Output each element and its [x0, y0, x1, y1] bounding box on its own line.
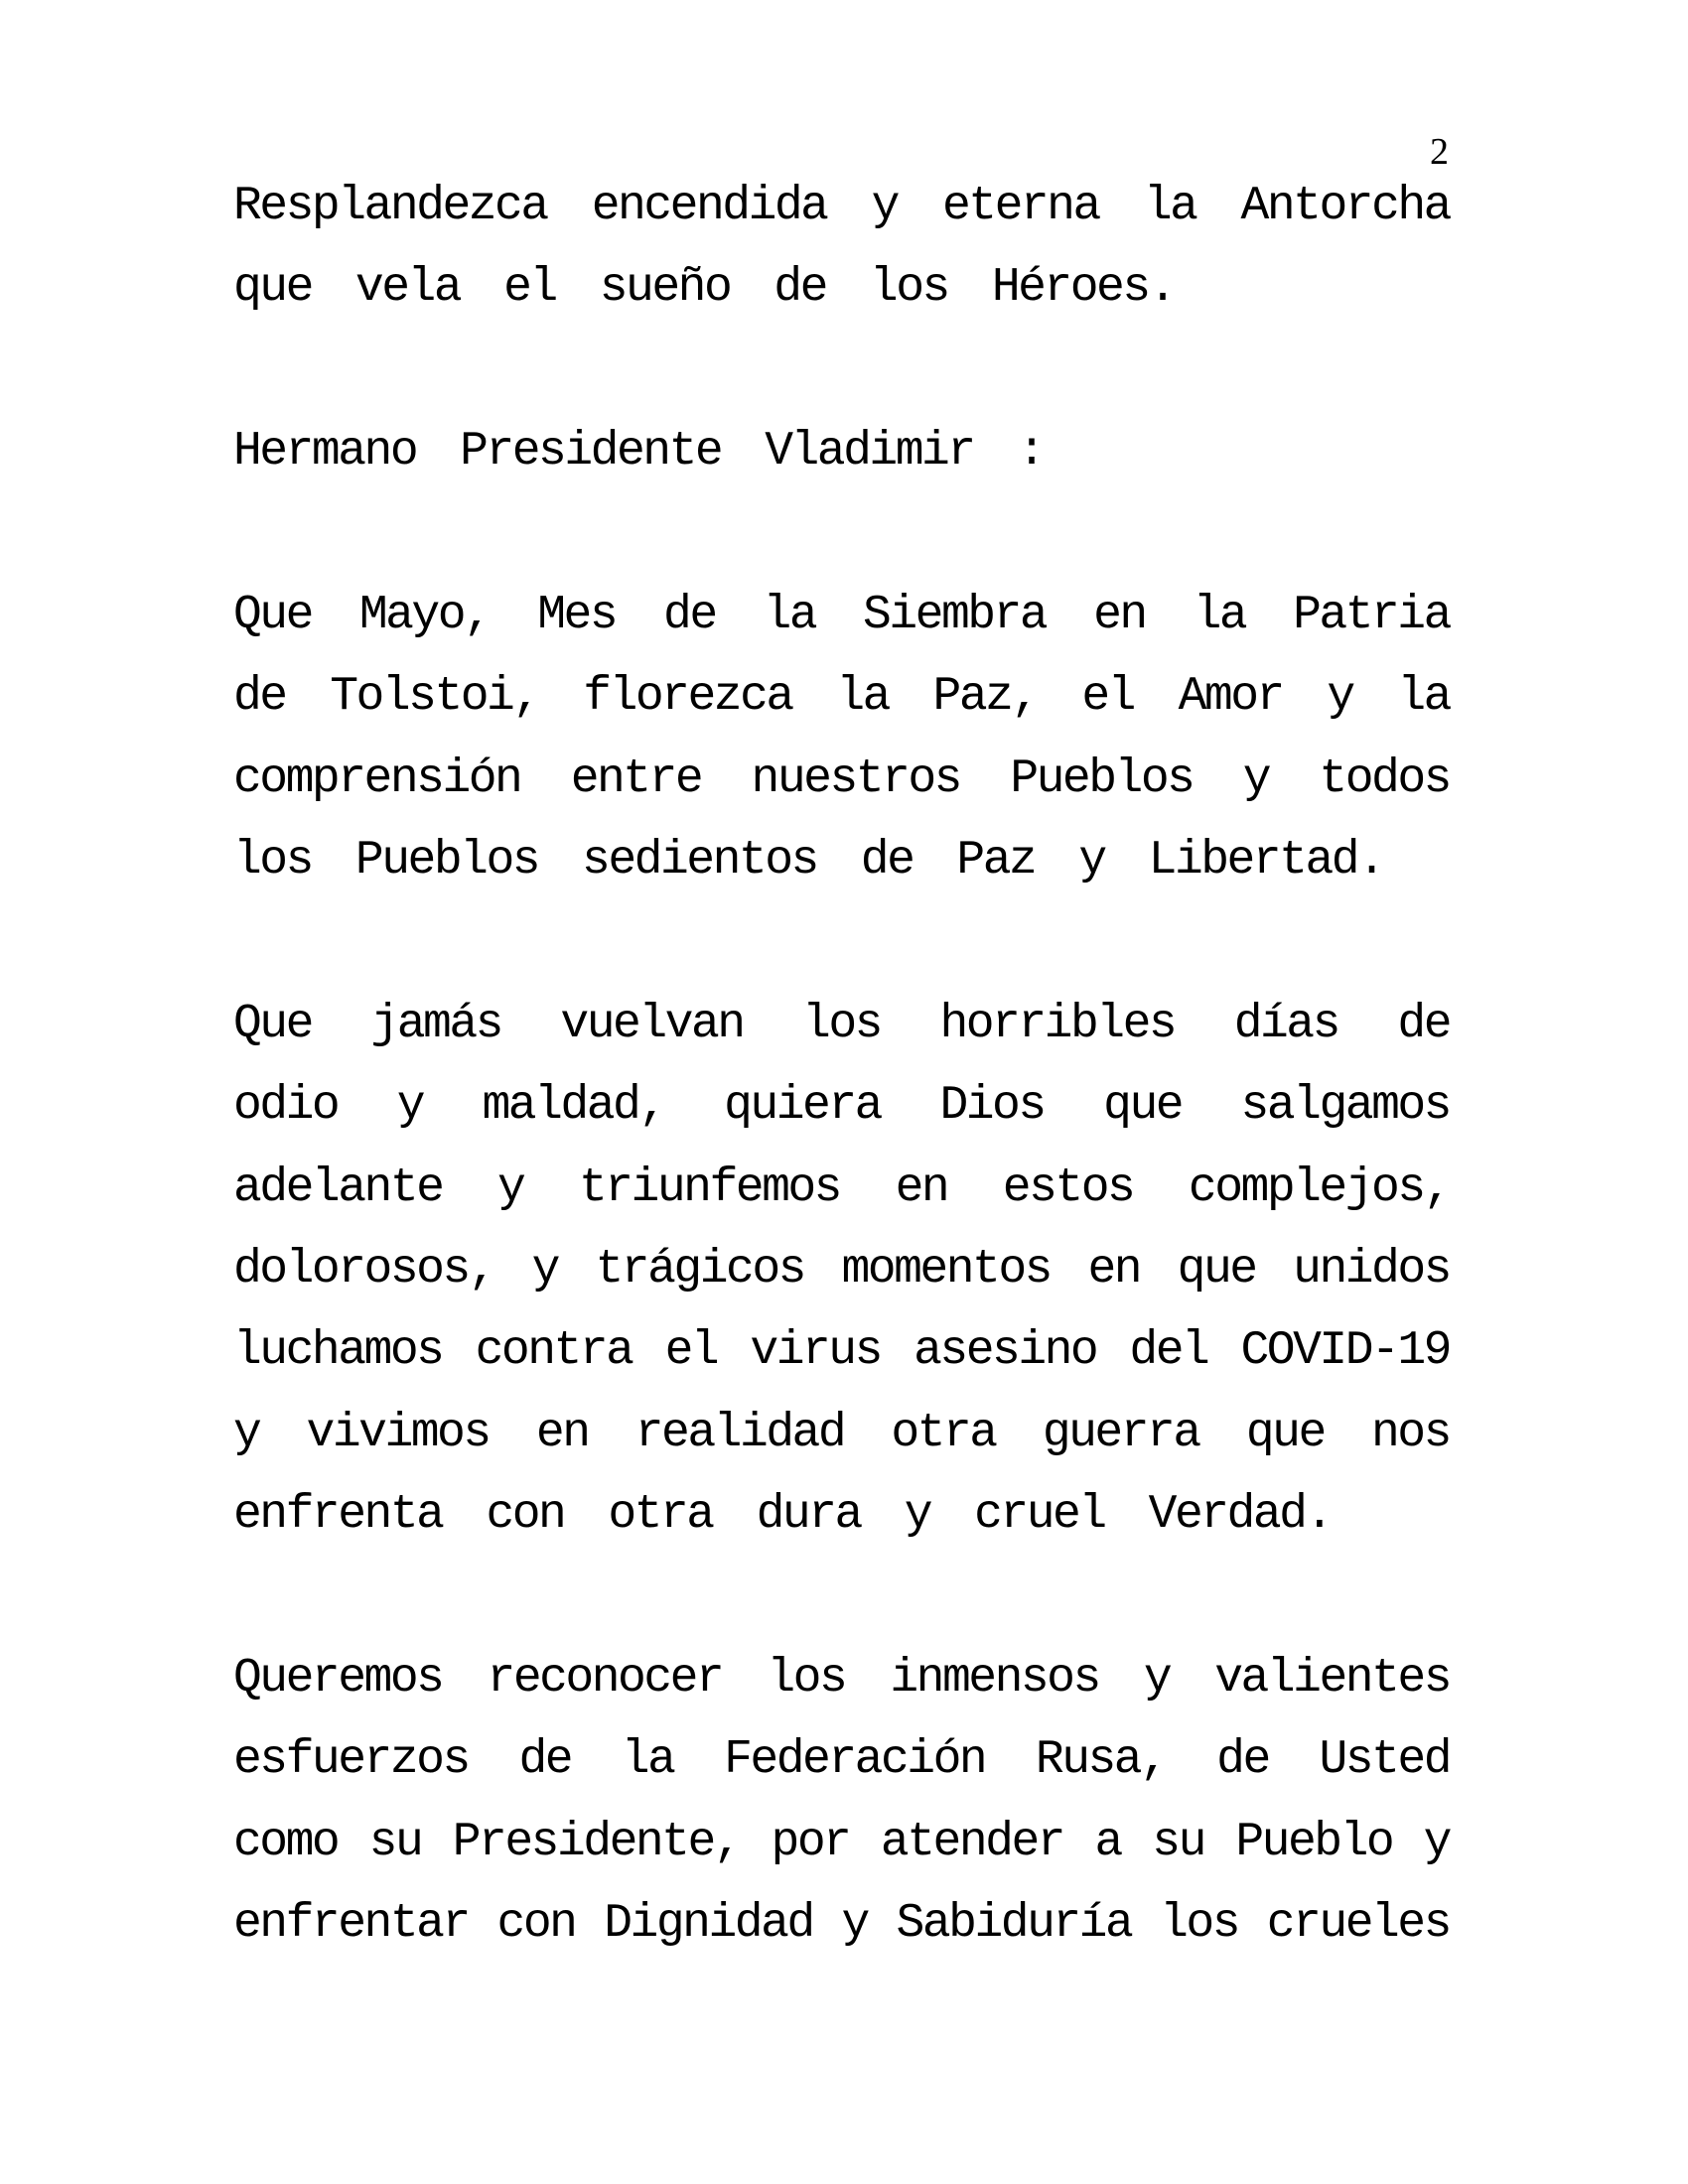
word: que: [1177, 1243, 1256, 1297]
word: Antorcha: [1240, 180, 1450, 233]
word: estos: [1002, 1160, 1134, 1215]
word: su: [1152, 1815, 1204, 1869]
word: quiera: [724, 1079, 881, 1134]
word: asesino: [914, 1324, 1097, 1379]
word: eterna: [941, 180, 1099, 233]
text-line: [233, 1148, 1450, 1229]
word: inmensos: [890, 1652, 1099, 1706]
word: Dios: [939, 1079, 1045, 1134]
word: horribles: [939, 997, 1176, 1051]
text-line: los Pueblos sedientos de Paz y Libertad.: [233, 834, 1384, 888]
text-line: [233, 166, 1450, 247]
paragraph: [233, 984, 1450, 1557]
word: de: [1397, 997, 1450, 1051]
word: florezca: [583, 670, 792, 725]
text-line: [233, 1719, 1450, 1801]
word: y: [396, 1079, 424, 1134]
paragraph: [233, 575, 1450, 902]
word: y: [1423, 1815, 1450, 1869]
word: guerra: [1042, 1406, 1199, 1460]
word: que: [1245, 1406, 1325, 1460]
word: en: [895, 1160, 948, 1215]
word: en: [1093, 588, 1146, 642]
word: Dignidad: [604, 1897, 813, 1952]
paragraph: [233, 166, 1450, 330]
word: en: [535, 1406, 589, 1460]
word: los: [1160, 1897, 1238, 1952]
word: vuelvan: [560, 997, 744, 1051]
word: Queremos: [233, 1652, 443, 1706]
word: reconocer: [487, 1652, 723, 1706]
word: esfuerzos: [233, 1733, 469, 1788]
word: la: [763, 588, 816, 642]
word: la: [1193, 588, 1246, 642]
text-line: [233, 656, 1450, 738]
text-line: [233, 739, 1450, 820]
word: Mayo,: [358, 588, 491, 642]
word: Federación: [724, 1733, 986, 1788]
text-line: [233, 1883, 1450, 1965]
word: y: [841, 1897, 868, 1952]
word: Que: [233, 997, 312, 1051]
word: que: [1103, 1079, 1183, 1134]
word: dolorosos,: [233, 1243, 495, 1297]
word: nuestros: [751, 751, 960, 806]
word: como: [233, 1815, 339, 1869]
word: salgamos: [1240, 1079, 1450, 1134]
word: de: [518, 1733, 572, 1788]
word: los: [767, 1652, 846, 1706]
word: atender: [880, 1815, 1064, 1869]
text-line: Hermano Presidente Vladimir :: [233, 425, 1044, 479]
word: el: [1081, 670, 1134, 725]
word: Paz,: [932, 670, 1038, 725]
word: Tolstoi,: [330, 670, 539, 725]
word: otra: [891, 1406, 996, 1460]
word: complejos,: [1188, 1160, 1450, 1215]
word: a: [1094, 1815, 1121, 1869]
word: Rusa,: [1035, 1733, 1167, 1788]
word: la: [1143, 180, 1196, 233]
word: Presidente,: [452, 1815, 741, 1869]
word: comprensión: [233, 751, 521, 806]
word: Mes: [537, 588, 617, 642]
text-line: [233, 1065, 1450, 1147]
word: de: [663, 588, 716, 642]
word: triunfemos: [578, 1160, 840, 1215]
word: virus: [750, 1324, 881, 1379]
text-line: [233, 984, 1450, 1065]
text-line: que vela el sueño de los Héroes.: [233, 261, 1175, 316]
text-line: [233, 1638, 1450, 1719]
paragraph: [233, 411, 1450, 492]
word: unidos: [1293, 1243, 1450, 1297]
word: encendida: [591, 180, 827, 233]
word: la: [836, 670, 889, 725]
word: todos: [1319, 751, 1450, 806]
word: la: [621, 1733, 674, 1788]
word: Patria: [1293, 588, 1450, 642]
text-line: [233, 1310, 1450, 1392]
text-line: [233, 575, 1450, 656]
word: Sabiduría: [896, 1897, 1132, 1952]
word: los: [802, 997, 881, 1051]
word: días: [1233, 997, 1338, 1051]
word: el: [664, 1324, 718, 1379]
word: con: [496, 1897, 576, 1952]
word: y: [497, 1160, 524, 1215]
word: del: [1129, 1324, 1208, 1379]
word: enfrentar: [233, 1897, 469, 1952]
word: Que: [233, 588, 312, 642]
word: y: [1143, 1652, 1171, 1706]
word: y: [531, 1243, 558, 1297]
word: Siembra: [863, 588, 1047, 642]
word: su: [368, 1815, 422, 1869]
word: entre: [570, 751, 702, 806]
word: Pueblo: [1235, 1815, 1393, 1869]
text-line: [233, 1393, 1450, 1474]
word: Amor: [1178, 670, 1283, 725]
text-line: [233, 1802, 1450, 1883]
word: en: [1087, 1243, 1141, 1297]
page-number: 2: [1430, 131, 1449, 173]
word: de: [1216, 1733, 1269, 1788]
word: valientes: [1214, 1652, 1450, 1706]
word: momentos: [841, 1243, 1051, 1297]
text-line: enfrenta con otra dura y cruel Verdad.: [233, 1488, 1332, 1543]
word: y: [1242, 751, 1270, 806]
word: por: [771, 1815, 850, 1869]
word: Usted: [1319, 1733, 1450, 1788]
word: de: [233, 670, 286, 725]
word: y: [871, 180, 898, 233]
word: y: [233, 1406, 260, 1460]
word: crueles: [1266, 1897, 1450, 1952]
document-body: [233, 166, 1450, 1966]
word: vivimos: [306, 1406, 490, 1460]
word: Resplandezca: [233, 180, 547, 233]
text-line: [233, 1229, 1450, 1310]
word: realidad: [634, 1406, 845, 1460]
word: odio: [233, 1079, 339, 1134]
word: COVID-19: [1240, 1324, 1450, 1379]
word: y: [1327, 670, 1353, 725]
word: contra: [475, 1324, 633, 1379]
word: nos: [1371, 1406, 1450, 1460]
word: jamás: [370, 997, 501, 1051]
word: trágicos: [595, 1243, 804, 1297]
paragraph: [233, 1638, 1450, 1966]
word: la: [1397, 670, 1450, 725]
word: maldad,: [482, 1079, 665, 1134]
word: luchamos: [233, 1324, 443, 1379]
word: Pueblos: [1010, 751, 1194, 806]
word: adelante: [233, 1160, 443, 1215]
